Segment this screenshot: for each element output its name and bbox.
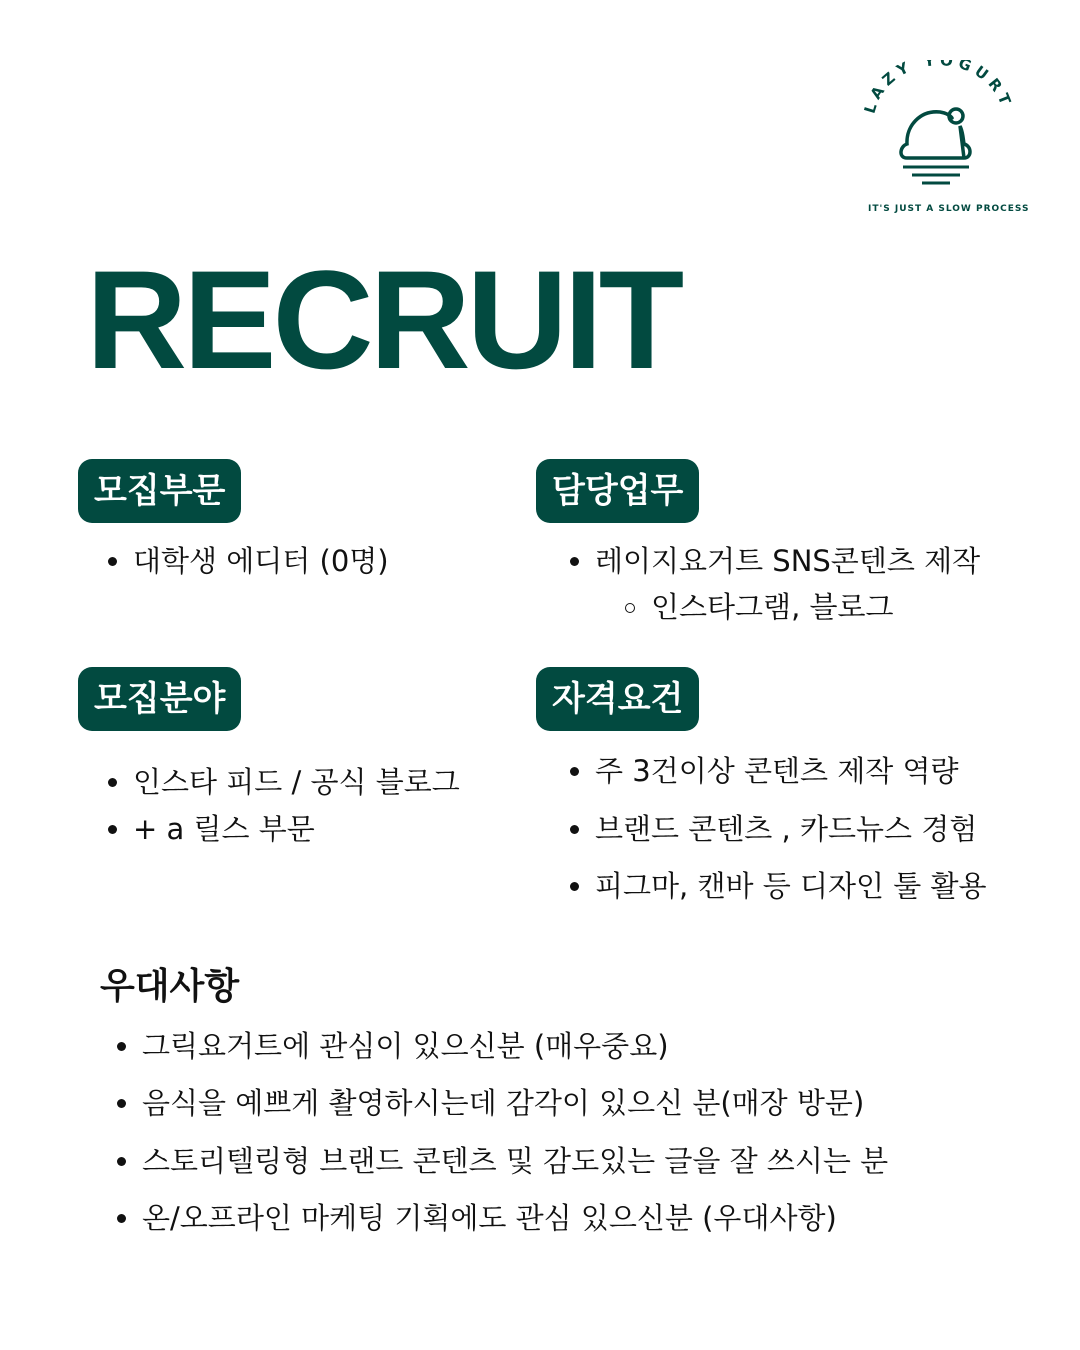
list-item-text: 브랜드 콘텐츠 , 카드뉴스 경험 [595, 812, 978, 846]
bullet-icon [108, 557, 117, 566]
sub-list-item [625, 590, 894, 624]
bullet-icon [570, 557, 579, 566]
list-item-text: 레이지요거트 SNS콘텐츠 제작 [595, 544, 981, 578]
bullet-icon [117, 1042, 126, 1051]
list-item-text: 그릭요거트에 관심이 있으신분 (매우중요) [142, 1029, 669, 1063]
list-item-text: 피그마, 캔바 등 디자인 툴 활용 [595, 869, 987, 903]
bullet-icon [570, 882, 579, 891]
duties-badge: 담당업무 [536, 459, 699, 523]
list-item-text: 온/오프라인 마케팅 기획에도 관심 있으신분 (우대사항) [142, 1201, 837, 1235]
bullet-icon [117, 1157, 126, 1166]
bullet-icon [570, 825, 579, 834]
bullet-icon [570, 767, 579, 776]
list-item [117, 1029, 669, 1063]
list-item [117, 1086, 865, 1120]
list-item [117, 1201, 837, 1235]
list-item-text: 스토리텔링형 브랜드 콘텐츠 및 감도있는 글을 잘 쓰시는 분 [142, 1144, 889, 1178]
bullet-icon [117, 1099, 126, 1108]
list-item-text: 인스타 피드 / 공식 블로그 [133, 765, 460, 799]
page-title: RECRUIT [86, 241, 681, 398]
list-item [570, 812, 978, 846]
recruit-field-badge: 모집분야 [78, 667, 241, 731]
list-item [108, 765, 460, 799]
list-item [108, 544, 389, 578]
list-item-text: 인스타그램, 블로그 [651, 590, 894, 624]
list-item-text: + a 릴스 부문 [133, 812, 315, 846]
logo-tagline: IT'S JUST A SLOW PROCESS [868, 204, 1030, 214]
svg-text:LAZY YOGURT: LAZY YOGUR [862, 60, 1009, 116]
recruit-division-badge: 모집부문 [78, 459, 241, 523]
lazy-yogurt-logo-icon [862, 60, 1012, 190]
list-item [117, 1144, 889, 1178]
list-item-text: 주 3건이상 콘텐츠 제작 역량 [595, 754, 959, 788]
list-item-text: 음식을 예쁘게 촬영하시는데 감각이 있으신 분(매장 방문) [142, 1086, 865, 1120]
qualifications-badge: 자격요건 [536, 667, 699, 731]
preferred-heading: 우대사항 [100, 966, 240, 1007]
bullet-icon [108, 778, 117, 787]
brand-logo [862, 60, 1030, 215]
list-item [570, 869, 987, 903]
list-item [108, 812, 315, 846]
list-item-text: 대학생 에디터 (0명) [133, 544, 389, 578]
list-item [570, 754, 959, 788]
list-item [570, 544, 981, 578]
hollow-bullet-icon [625, 603, 635, 613]
bullet-icon [108, 825, 117, 834]
bullet-icon [117, 1214, 126, 1223]
